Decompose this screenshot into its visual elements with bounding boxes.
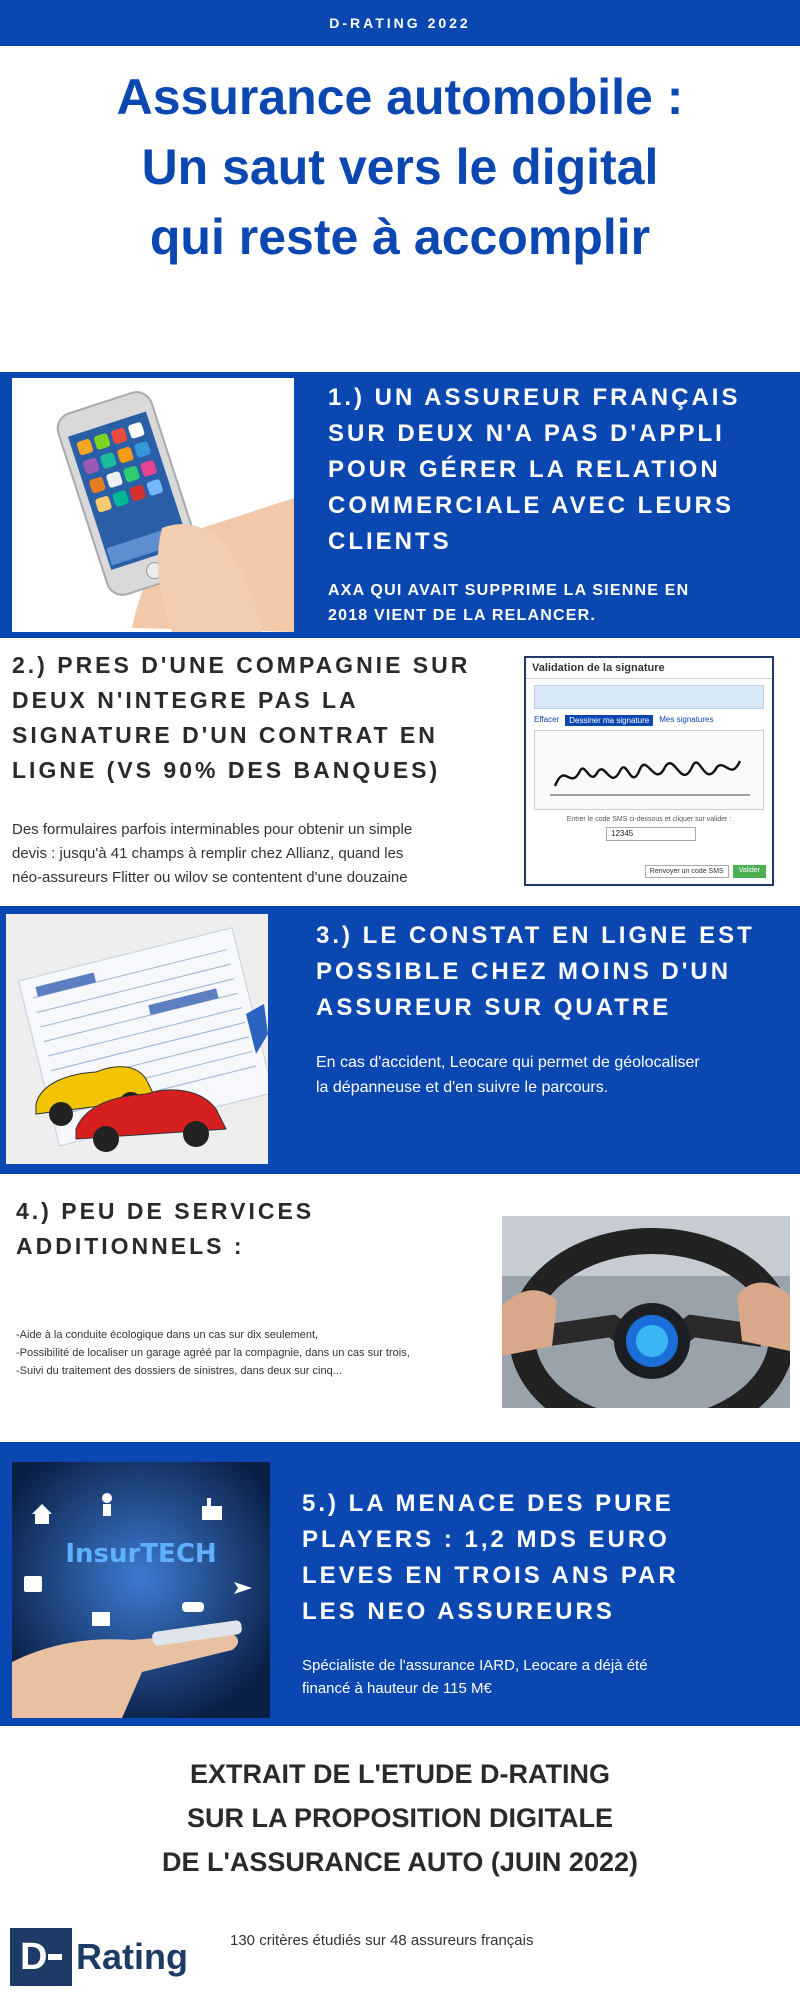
section-4-heading-wrap: [16, 1194, 476, 1264]
footer-line-1: EXTRAIT DE L'ETUDE D-RATING: [190, 1759, 610, 1789]
footer-line-3: DE L'ASSURANCE AUTO (JUIN 2022): [161, 1847, 638, 1877]
section-5-heading-line: PLAYERS : 1,2 MDS EURO: [302, 1526, 670, 1553]
section-5-body-line: financé à hauteur de 115 M€: [302, 1680, 492, 1697]
steering-wheel-image: [502, 1216, 790, 1408]
list-item: -Suivi du traitement des dossiers de sinistres, dans deux sur cinq...: [16, 1365, 342, 1377]
section-2-body-line: néo-assureurs Flitter ou wilov se contentent d'une douzaine: [12, 869, 408, 886]
criteria-text: 130 critères étudiés sur 48 assureurs français: [230, 1932, 534, 1949]
top-banner: [0, 0, 800, 46]
section-1-heading-line: CLIENTS: [328, 528, 452, 555]
section-3-body: [316, 1050, 786, 1100]
section-3-body-line: la dépanneuse et d'en suivre le parcours.: [316, 1079, 609, 1096]
section-1-heading-line: POUR GÉRER LA RELATION: [328, 456, 721, 483]
section-1-heading-line: SUR DEUX N'A PAS D'APPLI: [328, 420, 725, 447]
section-2-heading-line: DEUX N'INTEGRE PAS LA: [12, 687, 359, 713]
title-line-2: Un saut vers le digital: [141, 139, 659, 195]
section-2-heading-line: 2.) PRES D'UNE COMPAGNIE SUR: [12, 652, 471, 678]
insurtech-image: [12, 1462, 270, 1718]
list-item: -Aide à la conduite écologique dans un cas sur dix seulement,: [16, 1329, 319, 1341]
section-4-heading-line: 4.) PEU DE SERVICES: [16, 1198, 315, 1224]
validate-button: Valider: [733, 865, 766, 878]
signature-widget-title: Validation de la signature: [526, 658, 772, 679]
section-5-heading-line: LES NEO ASSUREURS: [302, 1598, 615, 1625]
section-5-body: [302, 1654, 782, 1700]
logo-dash: [48, 1954, 62, 1960]
sms-code-label: Entrer le code SMS ci-dessous et cliquer sur valider :: [566, 816, 732, 823]
footer-title: [0, 1752, 800, 1884]
section-1-sub-line: 2018 VIENT DE LA RELANCER.: [328, 607, 596, 624]
banner-label: D-RATING 2022: [329, 15, 471, 31]
title-line-1: Assurance automobile :: [116, 69, 684, 125]
section-3-body-line: En cas d'accident, Leocare qui permet de géolocaliser: [316, 1054, 700, 1071]
section-1-heading-line: 1.) UN ASSUREUR FRANÇAIS: [328, 384, 741, 411]
services-list: [16, 1326, 496, 1380]
section-2-body-line: Des formulaires parfois interminables pour obtenir un simple: [12, 821, 413, 838]
section-1-sub-line: AXA QUI AVAIT SUPPRIME LA SIENNE EN: [328, 582, 690, 599]
section-1-subtext: [328, 578, 788, 628]
section-5-text: [302, 1486, 782, 1700]
page-title: [0, 62, 800, 272]
signature-actions: [645, 865, 766, 878]
section-2-text: [12, 648, 512, 890]
section-2-body-line: devis : jusqu'à 41 champs à remplir chez Allianz, quand les: [12, 845, 404, 862]
section-2-heading-line: LIGNE (VS 90% DES BANQUES): [12, 757, 441, 783]
section-1-heading: [328, 380, 788, 560]
section-3-heading: [316, 918, 786, 1026]
section-5-body-line: Spécialiste de l'assurance IARD, Leocare a déjà été: [302, 1657, 648, 1674]
signature-widget-image: [524, 656, 774, 886]
logo-letter: D: [10, 1928, 72, 1986]
signature-tabs: [534, 715, 764, 726]
section-5-heading-line: 5.) LA MENACE DES PURE: [302, 1490, 674, 1517]
logo-word: Rating: [76, 1936, 188, 1977]
sms-code-field: 12345: [606, 827, 696, 841]
tab-dessiner: Dessiner ma signature: [565, 715, 653, 726]
section-3-heading-line: POSSIBLE CHEZ MOINS D'UN: [316, 958, 732, 985]
car-accident-form-image: [6, 914, 268, 1164]
section-2-body: [12, 818, 512, 890]
tab-effacer: Effacer: [534, 715, 560, 724]
insurtech-label: InsurTECH: [65, 1539, 217, 1569]
list-item: -Possibilité de localiser un garage agréé par la compagnie, dans un cas sur trois,: [16, 1347, 410, 1359]
phone-in-hand-image: [12, 378, 294, 632]
section-2-heading-line: SIGNATURE D'UN CONTRAT EN: [12, 722, 438, 748]
section-1-text: [328, 380, 788, 628]
section-1-heading-line: COMMERCIALE AVEC LEURS: [328, 492, 735, 519]
handwritten-signature: [535, 731, 765, 809]
section-5-heading: [302, 1486, 782, 1630]
section-3-heading-line: 3.) LE CONSTAT EN LIGNE EST: [316, 922, 755, 949]
section-3-heading-line: ASSUREUR SUR QUATRE: [316, 994, 672, 1021]
section-2-heading: [12, 648, 512, 788]
d-rating-logo: [10, 1928, 188, 1986]
footer-line-2: SUR LA PROPOSITION DIGITALE: [186, 1803, 613, 1833]
section-5-heading-line: LEVES EN TROIS ANS PAR: [302, 1562, 679, 1589]
signature-info-box: [534, 685, 764, 709]
section-3-text: [316, 918, 786, 1100]
tab-mes-signatures: Mes signatures: [659, 715, 714, 724]
resend-sms-button: Renvoyer un code SMS: [645, 865, 729, 878]
signature-pad: [534, 730, 764, 810]
title-line-3: qui reste à accomplir: [149, 209, 651, 265]
section-4-heading-line: ADDITIONNELS :: [16, 1233, 245, 1259]
section-4-heading: [16, 1194, 476, 1264]
